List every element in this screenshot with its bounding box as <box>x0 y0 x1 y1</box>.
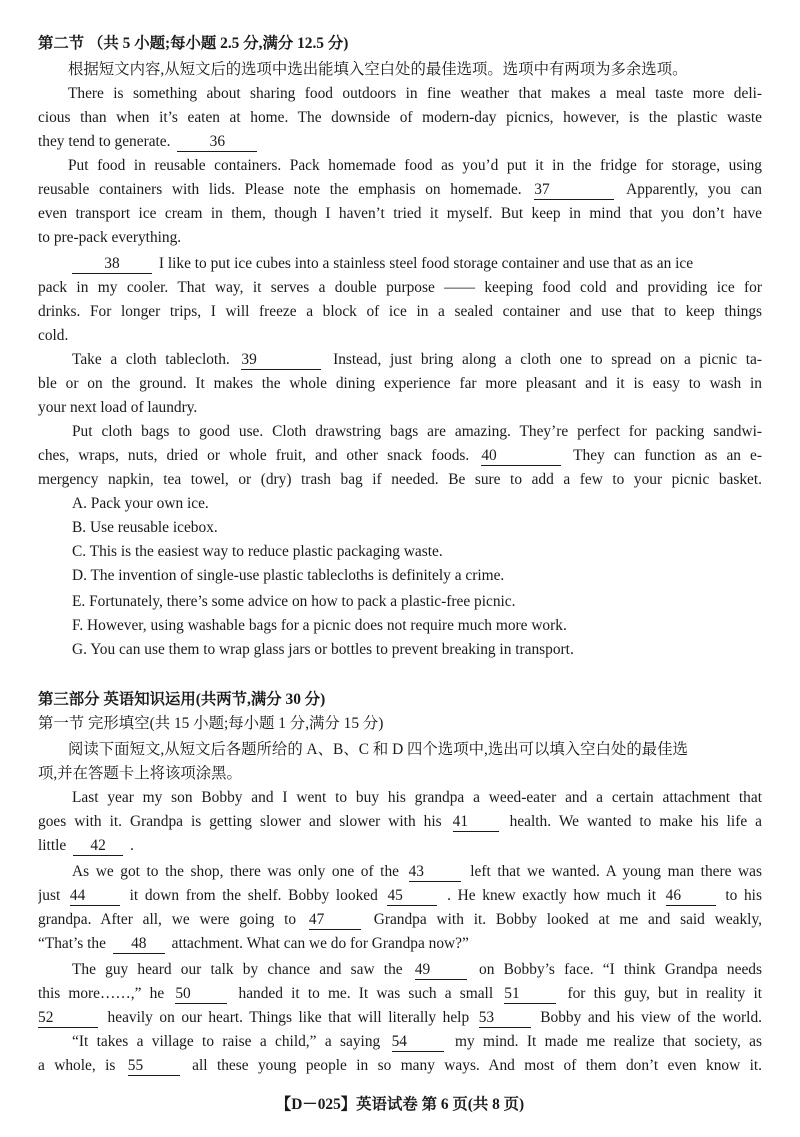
passage-line: There is something about sharing food outdoors in fine weather that makes a meal taste more deli- <box>68 85 762 102</box>
blank-47: 47 <box>309 911 361 930</box>
option-g: G. You can use them to wrap glass jars or bottles to prevent breaking in transport. <box>72 641 574 658</box>
option-f: F. However, using washable bags for a picnic does not require much more work. <box>72 617 567 634</box>
blank-52: 52 <box>38 1009 98 1028</box>
text-segment: ches, wraps, nuts, dried or whole fruit, and other snack foods. <box>38 447 470 464</box>
text-segment: Bobby and his view of the world. <box>540 1009 762 1026</box>
text-segment: reusable containers with lids. Please note the emphasis on homemade. <box>38 181 522 198</box>
passage-line: mergency napkin, tea towel, or (dry) trash bag if needed. Be sure to add a few to your picnic basket. <box>38 471 762 488</box>
option-d: D. The invention of single-use plastic tablecloths is definitely a crime. <box>72 567 505 584</box>
text-segment: They can function as an e- <box>573 447 762 464</box>
text-segment: . He knew exactly how much it <box>447 887 656 904</box>
cloze-line <box>38 982 762 1006</box>
blank-48: 48 <box>113 935 165 954</box>
text-segment: Grandpa with it. Bobby looked at me and said weakly, <box>373 911 762 928</box>
blank-43: 43 <box>409 863 461 882</box>
blank-42: 42 <box>73 837 123 856</box>
passage-line: pack in my cooler. That way, it serves a double purpose —— keeping food cold and providing ice for <box>38 279 762 296</box>
text-segment: As we got to the shop, there was only one of the <box>72 863 399 880</box>
cloze-line <box>38 884 762 908</box>
cloze-line <box>38 810 762 834</box>
cloze-line <box>72 860 762 884</box>
passage-line <box>38 178 762 202</box>
option-b: B. Use reusable icebox. <box>72 519 218 536</box>
text-segment: I like to put ice cubes into a stainless steel food storage container and use that as an ice <box>158 255 694 272</box>
cloze-line <box>72 958 762 982</box>
text-segment: “It takes a village to raise a child,” a saying <box>72 1033 381 1050</box>
text-segment: all these young people in so many ways. And most of them don’t even know it. <box>192 1057 762 1074</box>
blank-55: 55 <box>128 1057 180 1076</box>
blank-51: 51 <box>504 985 556 1004</box>
passage-line: drinks. For longer trips, I will freeze a block of ice in a sealed container and use that to keep things <box>38 303 762 320</box>
blank-41: 41 <box>453 813 499 832</box>
text-segment: it down from the shelf. Bobby looked <box>129 887 378 904</box>
passage-line <box>38 444 762 468</box>
option-a: A. Pack your own ice. <box>72 495 209 512</box>
option-c: C. This is the easiest way to reduce plastic packaging waste. <box>72 543 443 560</box>
part3-instruction: 阅读下面短文,从短文后各题所给的 A、B、C 和 D 四个选项中,选出可以填入空白处的最佳选 <box>68 741 688 758</box>
page-footer: 【D－025】英语试卷 第 6 页(共 8 页) <box>275 1096 525 1113</box>
option-e: E. Fortunately, there’s some advice on how to pack a plastic-free picnic. <box>72 593 516 610</box>
blank-45: 45 <box>387 887 437 906</box>
passage-line: even transport ice cream in them, though I haven’t tried it myself. But keep in mind that you don’t have <box>38 205 762 222</box>
passage-line <box>38 130 762 154</box>
cloze-line <box>38 932 762 956</box>
cloze-line <box>38 908 762 932</box>
text-segment: health. We wanted to make his life a <box>509 813 762 830</box>
section2-instruction: 根据短文内容,从短文后的选项中选出能填入空白处的最佳选项。选项中有两项为多余选项。 <box>68 61 688 78</box>
blank-38: 38 <box>72 255 152 274</box>
passage-line: Put food in reusable containers. Pack homemade food as you’d put it in the fridge for storage, using <box>68 157 762 174</box>
text-segment: . <box>129 837 134 854</box>
blank-53: 53 <box>479 1009 531 1028</box>
passage-line: cious than when it’s eaten at home. The downside of modern-day picnics, however, is the plastic waste <box>38 109 762 126</box>
cloze-line <box>38 1006 762 1030</box>
cloze-line <box>72 1030 762 1054</box>
blank-37: 37 <box>534 181 614 200</box>
text-segment: grandpa. After all, we were going to <box>38 911 297 928</box>
text-segment: my mind. It made me realize that society, as <box>454 1033 762 1050</box>
text-segment: left that we wanted. A young man there was <box>470 863 762 880</box>
blank-50: 50 <box>175 985 227 1004</box>
text-segment: Instead, just bring along a cloth one to spread on a picnic ta- <box>333 351 762 368</box>
cloze-line: Last year my son Bobby and I went to buy his grandpa a weed-eater and a certain attachment that <box>72 789 762 806</box>
passage-line: your next load of laundry. <box>38 399 198 416</box>
blank-49: 49 <box>415 961 467 980</box>
text-segment: heavily on our heart. Things like that will literally help <box>107 1009 470 1026</box>
text-segment: for this guy, but in reality it <box>567 985 762 1002</box>
part3-instruction: 项,并在答题卡上将该项涂黑。 <box>38 765 242 782</box>
text-segment: on Bobby’s face. “I think Grandpa needs <box>479 961 762 978</box>
cloze-line <box>38 1054 762 1078</box>
text-segment: The guy heard our talk by chance and saw the <box>72 961 403 978</box>
text-segment: to his <box>725 887 762 904</box>
text-segment: Take a cloth tablecloth. <box>72 351 230 368</box>
text-segment: this more……,” he <box>38 985 165 1002</box>
passage-line <box>72 348 762 372</box>
passage-line: Put cloth bags to good use. Cloth drawstring bags are amazing. They’re perfect for packing sandwi- <box>72 423 762 440</box>
passage-line: ble or on the ground. It makes the whole dining experience far more pleasant and it is easy to wash in <box>38 375 762 392</box>
blank-39: 39 <box>241 351 321 370</box>
blank-46: 46 <box>666 887 716 906</box>
part3-heading: 第三部分 英语知识运用(共两节,满分 30 分) <box>38 691 326 708</box>
text-segment: little <box>38 837 67 854</box>
text-segment: Apparently, you can <box>626 181 762 198</box>
text-segment: goes with it. Grandpa is getting slower and slower with his <box>38 813 442 830</box>
cloze-line <box>38 834 762 858</box>
passage-line: to pre-pack everything. <box>38 229 182 246</box>
text-segment: just <box>38 887 61 904</box>
blank-36: 36 <box>177 133 257 152</box>
text-segment: handed it to me. It was such a small <box>238 985 494 1002</box>
blank-44: 44 <box>70 887 120 906</box>
passage-line <box>72 252 762 276</box>
passage-line: cold. <box>38 327 69 344</box>
part3-subheading: 第一节 完形填空(共 15 小题;每小题 1 分,满分 15 分) <box>38 715 384 732</box>
section2-heading: 第二节 （共 5 小题;每小题 2.5 分,满分 12.5 分) <box>38 35 349 52</box>
text-segment: they tend to generate. <box>38 133 171 150</box>
blank-54: 54 <box>392 1033 444 1052</box>
text-segment: a whole, is <box>38 1057 116 1074</box>
blank-40: 40 <box>481 447 561 466</box>
text-segment: “That’s the <box>38 935 106 952</box>
text-segment: attachment. What can we do for Grandpa now?” <box>171 935 469 952</box>
